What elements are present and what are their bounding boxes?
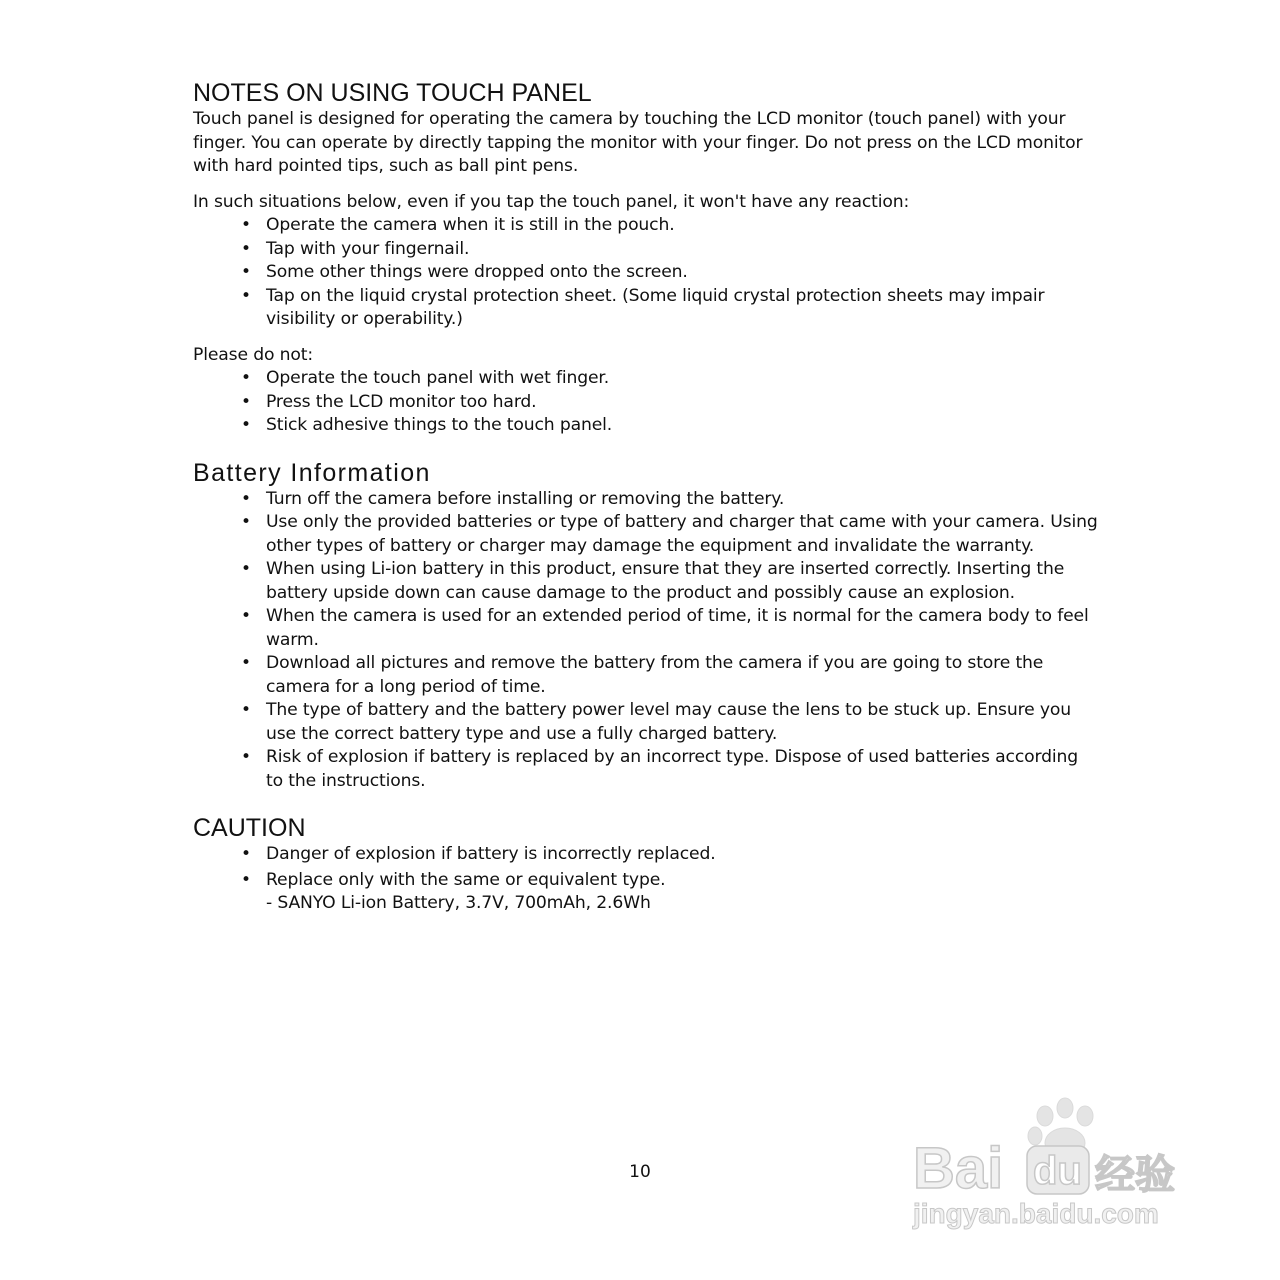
bullet-icon: •: [241, 238, 251, 259]
bullet-icon: •: [241, 700, 251, 720]
list-item: • Tap with your fingernail.: [193, 238, 1098, 262]
battery-spec: - SANYO Li-ion Battery, 3.7V, 700mAh, 2.6Wh: [266, 893, 651, 913]
list-item: • Turn off the camera before installing or removing the battery.: [193, 488, 1098, 512]
watermark-brand: Bai: [913, 1136, 1004, 1201]
list-item: • When using Li-ion battery in this product, ensure that they are inserted correctly. Inserting the battery upside down can cause damage to the product and possibly cause an explosion.: [241, 559, 1065, 603]
list-item: • Use only the provided batteries or type of battery and charger that came with your camera. Using other types of battery or charger may damage the equipment and invalidate the warranty.: [241, 512, 1098, 556]
baidu-watermark: [905, 1088, 1205, 1238]
list-item: • Tap on the liquid crystal protection sheet. (Some liquid crystal protection sheets may impair visibility or operability.): [241, 285, 1045, 329]
bullet-icon: •: [241, 844, 251, 864]
list-item: • Risk of explosion if battery is replaced by an incorrect type. Dispose of used batteries according to the instructions.: [241, 747, 1079, 791]
bullet-icon: •: [241, 559, 251, 579]
page-content: [193, 78, 1098, 916]
touch-panel-intro: Touch panel is designed for operating the camera by touching the LCD monitor (touch panel) with your finger. You can operate by directly tapping the monitor with your finger. Do not press on the LCD monitor with hard pointed tips, such as ball pint pens.: [193, 109, 1083, 176]
list-item: • Danger of explosion if battery is incorrectly replaced.: [193, 843, 1098, 867]
svg-text:经验: 经验: [1095, 1153, 1175, 1197]
bullet-icon: •: [241, 262, 251, 282]
caution-heading: CAUTION: [193, 814, 306, 842]
battery-heading: Battery Information: [193, 458, 431, 487]
donot-list: [193, 367, 1098, 438]
list-item: • Stick adhesive things to the touch panel.: [193, 414, 1098, 438]
battery-list: [193, 488, 1098, 794]
bullet-icon: •: [241, 869, 251, 890]
situations-lead: In such situations below, even if you tap the touch panel, it won't have any reaction:: [193, 191, 910, 212]
bullet-icon: •: [241, 653, 251, 673]
bullet-icon: •: [241, 391, 251, 412]
list-item: • Operate the camera when it is still in the pouch.: [193, 214, 1098, 238]
bullet-icon: •: [241, 747, 251, 767]
list-item: • Replace only with the same or equivalent type. - SANYO Li-ion Battery, 3.7V, 700mAh, 2.6Wh: [193, 869, 1098, 916]
touch-panel-heading: NOTES ON USING TOUCH PANEL: [193, 79, 592, 107]
page-number: 10: [629, 1162, 651, 1182]
watermark-url: jingyan.baidu.com: [913, 1198, 1159, 1229]
caution-list: [193, 843, 1098, 916]
list-item: • Some other things were dropped onto the screen.: [193, 261, 1098, 285]
situations-list: [193, 214, 1098, 332]
bullet-icon: •: [241, 606, 251, 626]
svg-text:du: du: [1033, 1149, 1082, 1193]
list-item: • Operate the touch panel with wet finger.: [193, 367, 1098, 391]
list-item: • The type of battery and the battery power level may cause the lens to be stuck up. Ensure you use the correct battery type and use a fully charged battery.: [241, 700, 1072, 744]
donot-lead: Please do not:: [193, 344, 313, 365]
list-item: • Press the LCD monitor too hard.: [193, 391, 1098, 415]
list-item: • Download all pictures and remove the battery from the camera if you are going to store the camera for a long period of time.: [241, 653, 1044, 697]
bullet-icon: •: [241, 285, 251, 306]
bullet-icon: •: [241, 488, 251, 509]
bullet-icon: •: [241, 368, 251, 388]
bullet-icon: •: [241, 215, 251, 235]
list-item: • When the camera is used for an extended period of time, it is normal for the camera body to feel warm.: [241, 606, 1089, 650]
bullet-icon: •: [241, 415, 251, 435]
bullet-icon: •: [241, 512, 251, 532]
